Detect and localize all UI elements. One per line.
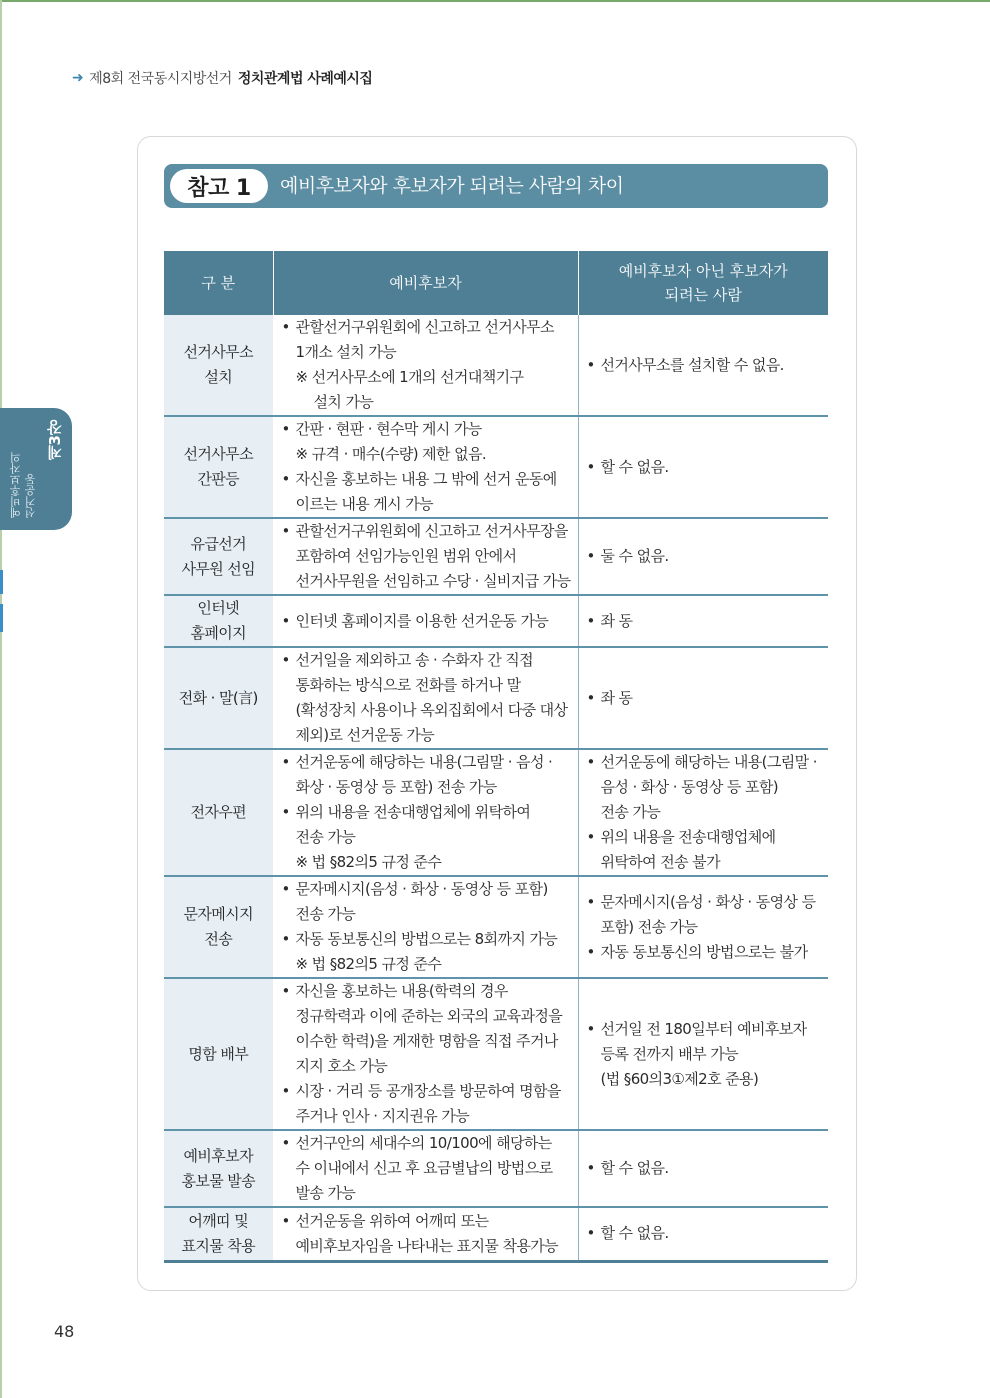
text-line: (법 §60의3①제2호 준용) bbox=[600, 1069, 759, 1088]
preliminary-cell bbox=[273, 595, 578, 647]
text-line: 위의 내용을 전송대행업체에 위탁하여 bbox=[295, 803, 531, 821]
bullet-item bbox=[587, 544, 825, 569]
bullet-item bbox=[587, 1221, 825, 1246]
text-line: 예비후보자임을 나타내는 표지물 착용가능 bbox=[295, 1236, 559, 1255]
row-category bbox=[164, 978, 273, 1130]
bullet-item bbox=[282, 467, 576, 517]
row-category bbox=[164, 647, 273, 749]
text-line: 포함) 전송 가능 bbox=[600, 917, 698, 936]
bullet-item bbox=[282, 648, 576, 748]
text-line: 관할선거구위원회에 신고하고 선거사무소 bbox=[295, 318, 554, 336]
text-line: 선거사무원을 선임하고 수당 · 실비지급 가능 bbox=[295, 572, 571, 590]
bullet-icon: • bbox=[281, 611, 290, 630]
text-line: 정규학력과 이에 준하는 외국의 교육과정을 bbox=[295, 1007, 563, 1025]
reference-banner bbox=[164, 164, 828, 208]
bullet-icon: • bbox=[281, 420, 290, 438]
bullet-icon: • bbox=[586, 892, 595, 911]
non-preliminary-cell bbox=[578, 876, 828, 978]
table-row bbox=[164, 749, 828, 876]
bullet-item bbox=[587, 353, 825, 378]
non-preliminary-cell bbox=[578, 749, 828, 876]
chapter-label: 제3장 bbox=[46, 420, 64, 461]
bullet-icon: • bbox=[586, 753, 595, 771]
text-line: 자동 동보통신의 방법으로는 불가 bbox=[600, 942, 808, 961]
bullet-item bbox=[587, 890, 825, 940]
bullet-text bbox=[296, 1209, 576, 1259]
running-header-edition: 제8회 전국동시지방선거 bbox=[89, 71, 232, 87]
bullet-text bbox=[601, 353, 825, 378]
text-line: 지지 호소 가능 bbox=[295, 1057, 388, 1075]
bullet-icon: • bbox=[281, 1211, 290, 1230]
text-line: 화상 · 동영상 등 포함) 전송 가능 bbox=[295, 778, 497, 796]
bullet-item bbox=[587, 609, 825, 634]
chapter-side-tab[interactable] bbox=[0, 408, 72, 530]
chapter-subtitle-line2: 선거운동 bbox=[24, 474, 37, 518]
bullet-icon: • bbox=[281, 522, 290, 540]
column-header-line: 예비후보자 아닌 후보자가 bbox=[618, 262, 788, 280]
text-line: 문자메시지(음성 · 화상 · 동영상 등 포함) bbox=[295, 880, 548, 898]
text-line: 선거운동을 위하여 어깨띠 또는 bbox=[295, 1211, 489, 1230]
text-line: 관할선거구위원회에 신고하고 선거사무장을 bbox=[295, 522, 568, 540]
table-row bbox=[164, 416, 828, 518]
text-line: 문자메시지(음성 · 화상 · 동영상 등 bbox=[600, 892, 816, 911]
bullet-text bbox=[601, 609, 825, 634]
text-line: (확성장치 사용이나 옥외집회에서 다중 대상 bbox=[295, 701, 568, 719]
text-line: 할 수 없음. bbox=[600, 1159, 669, 1177]
row-category bbox=[164, 1130, 273, 1207]
category-line: 홈페이지 bbox=[190, 624, 247, 642]
category-line: 인터넷 bbox=[197, 599, 240, 617]
bullet-icon: • bbox=[281, 651, 290, 669]
preliminary-cell bbox=[273, 978, 578, 1130]
non-preliminary-cell bbox=[578, 978, 828, 1130]
top-rule bbox=[0, 0, 990, 2]
bullet-text bbox=[601, 825, 825, 875]
category-line: 명함 배부 bbox=[188, 1044, 249, 1063]
row-category bbox=[164, 595, 273, 647]
non-preliminary-cell bbox=[578, 1207, 828, 1261]
note-line: ※ 선거사무소에 1개의 선거대책기구 bbox=[295, 368, 524, 386]
preliminary-cell bbox=[273, 647, 578, 749]
table-row bbox=[164, 518, 828, 595]
bullet-icon: • bbox=[281, 803, 290, 821]
table-row bbox=[164, 1130, 828, 1207]
bullet-icon: • bbox=[586, 1019, 595, 1038]
text-line: 등록 전까지 배부 가능 bbox=[600, 1044, 739, 1063]
category-line: 유급선거 bbox=[190, 534, 247, 553]
page-number: 48 bbox=[54, 1322, 75, 1341]
running-header bbox=[72, 68, 372, 88]
bullet-item bbox=[282, 927, 576, 952]
non-preliminary-cell bbox=[578, 1130, 828, 1207]
bullet-icon: • bbox=[586, 1159, 595, 1177]
table-body bbox=[164, 315, 828, 1261]
note-item bbox=[282, 952, 576, 977]
category-line: 선거사무소 bbox=[183, 343, 253, 361]
note-line: ※ 법 §82의5 규정 준수 bbox=[295, 955, 442, 973]
text-line: 전송 가능 bbox=[295, 828, 356, 846]
preliminary-cell bbox=[273, 876, 578, 978]
chapter-subtitle-line1: 예비후보자의 bbox=[9, 452, 22, 518]
bullet-item bbox=[282, 519, 576, 594]
text-line: 수 이내에서 신고 후 요금별납의 방법으로 bbox=[295, 1159, 553, 1177]
bullet-text bbox=[601, 1156, 825, 1181]
bullet-text bbox=[601, 1017, 825, 1092]
table-row bbox=[164, 876, 828, 978]
column-header-category: 구 분 bbox=[164, 251, 273, 315]
table-row bbox=[164, 978, 828, 1130]
bullet-item bbox=[587, 686, 825, 711]
text-line: 할 수 없음. bbox=[600, 1224, 669, 1243]
non-preliminary-cell bbox=[578, 416, 828, 518]
bullet-icon: • bbox=[586, 355, 595, 374]
bullet-icon: • bbox=[281, 1082, 290, 1100]
text-line: 제외)로 선거운동 가능 bbox=[295, 726, 435, 744]
bullet-text bbox=[296, 648, 576, 748]
text-line: 시장 · 거리 등 공개장소를 방문하여 명함을 bbox=[295, 1082, 561, 1100]
reference-title: 예비후보자와 후보자가 되려는 사람의 차이 bbox=[280, 175, 624, 197]
text-line: 선거구안의 세대수의 10/100에 해당하는 bbox=[295, 1134, 552, 1152]
text-line: 이수한 학력)을 게재한 명함을 직접 주거나 bbox=[295, 1032, 558, 1050]
bullet-item bbox=[282, 417, 576, 442]
table-row bbox=[164, 647, 828, 749]
bullet-item bbox=[587, 940, 825, 965]
bullet-icon: • bbox=[281, 930, 290, 948]
text-line: 좌 동 bbox=[600, 688, 633, 707]
category-line: 문자메시지 bbox=[183, 905, 253, 923]
text-line: 할 수 없음. bbox=[600, 457, 669, 476]
note-item bbox=[282, 365, 576, 415]
row-category bbox=[164, 749, 273, 876]
bullet-text bbox=[296, 979, 576, 1079]
bullet-icon: • bbox=[586, 547, 595, 565]
bullet-item bbox=[282, 877, 576, 927]
bullet-text bbox=[296, 315, 576, 365]
category-line: 전자우편 bbox=[190, 803, 247, 821]
bullet-item bbox=[282, 979, 576, 1079]
text-line: 선거운동에 해당하는 내용(그림말 · 음성 · bbox=[295, 753, 553, 771]
column-header-non-preliminary bbox=[578, 251, 828, 315]
text-line: 선거운동에 해당하는 내용(그림말 · bbox=[600, 753, 817, 771]
bullet-icon: • bbox=[281, 753, 290, 771]
text-line: 발송 가능 bbox=[295, 1184, 356, 1202]
arrow-right-icon: ➜ bbox=[72, 70, 84, 86]
category-line: 선거사무소 bbox=[183, 445, 253, 463]
non-preliminary-cell bbox=[578, 595, 828, 647]
bullet-item bbox=[282, 1209, 576, 1259]
text-line: 좌 동 bbox=[600, 611, 633, 630]
note-line: 설치 가능 bbox=[313, 393, 374, 411]
running-header-book-title: 정치관계법 사례예시집 bbox=[237, 71, 373, 87]
table-row bbox=[164, 595, 828, 647]
preliminary-cell bbox=[273, 416, 578, 518]
note-line: ※ 법 §82의5 규정 준수 bbox=[295, 853, 442, 871]
bullet-text bbox=[601, 750, 825, 825]
column-header-preliminary: 예비후보자 bbox=[273, 251, 578, 315]
note-item bbox=[282, 442, 576, 467]
preliminary-cell bbox=[273, 518, 578, 595]
bullet-item bbox=[282, 1131, 576, 1206]
text-line: 1개소 설치 가능 bbox=[295, 343, 397, 361]
bullet-text bbox=[296, 609, 576, 634]
bullet-text bbox=[296, 1079, 576, 1129]
text-line: 이르는 내용 게시 가능 bbox=[295, 495, 434, 513]
bullet-text bbox=[296, 877, 576, 927]
bullet-icon: • bbox=[586, 1224, 595, 1243]
text-line: 통화하는 방식으로 전화를 하거나 말 bbox=[295, 676, 521, 694]
left-rule bbox=[0, 0, 2, 1398]
text-line: 자신을 홍보하는 내용 그 밖에 선거 운동에 bbox=[295, 470, 557, 488]
row-category bbox=[164, 416, 273, 518]
bullet-item bbox=[587, 1156, 825, 1181]
row-category bbox=[164, 876, 273, 978]
table-row bbox=[164, 1207, 828, 1261]
category-line: 표지물 착용 bbox=[181, 1236, 256, 1255]
category-line: 설치 bbox=[204, 368, 233, 386]
text-line: 전송 가능 bbox=[295, 905, 356, 923]
preliminary-cell bbox=[273, 1130, 578, 1207]
bullet-text bbox=[296, 467, 576, 517]
chapter-subtitle bbox=[8, 420, 38, 518]
text-line: 자신을 홍보하는 내용(학력의 경우 bbox=[295, 982, 508, 1000]
text-line: 위탁하여 전송 불가 bbox=[600, 853, 720, 871]
bullet-text bbox=[601, 890, 825, 940]
bullet-icon: • bbox=[586, 942, 595, 961]
preliminary-cell bbox=[273, 1207, 578, 1261]
reference-label: 참고 1 bbox=[170, 169, 268, 203]
bullet-icon: • bbox=[586, 611, 595, 630]
note-line: ※ 규격 · 매수(수량) 제한 없음. bbox=[295, 445, 487, 463]
bullet-text bbox=[296, 927, 576, 952]
bullet-text bbox=[601, 455, 825, 480]
bullet-text bbox=[601, 686, 825, 711]
bullet-item bbox=[282, 609, 576, 634]
table-header-row bbox=[164, 251, 828, 315]
category-line: 사무원 선임 bbox=[181, 559, 256, 578]
text-line: 둘 수 없음. bbox=[600, 547, 669, 565]
text-line: 포함하여 선임가능인원 범위 안에서 bbox=[295, 547, 517, 565]
row-category bbox=[164, 518, 273, 595]
non-preliminary-cell bbox=[578, 315, 828, 416]
bullet-icon: • bbox=[281, 982, 290, 1000]
category-line: 예비후보자 bbox=[183, 1146, 253, 1165]
preliminary-cell bbox=[273, 749, 578, 876]
column-header-line: 되려는 사람 bbox=[664, 286, 742, 304]
bullet-icon: • bbox=[281, 318, 290, 336]
text-line: 간판 · 현판 · 현수막 게시 가능 bbox=[295, 420, 482, 438]
bullet-icon: • bbox=[281, 1134, 290, 1152]
bullet-item bbox=[282, 315, 576, 365]
bullet-text bbox=[296, 800, 576, 850]
category-line: 전화 · 말(言) bbox=[178, 688, 258, 707]
text-line: 선거일 전 180일부터 예비후보자 bbox=[600, 1019, 807, 1038]
note-item bbox=[282, 850, 576, 875]
bullet-item bbox=[587, 825, 825, 875]
bullet-text bbox=[296, 519, 576, 594]
bullet-item bbox=[587, 1017, 825, 1092]
side-marker bbox=[0, 570, 3, 594]
bullet-item bbox=[282, 1079, 576, 1129]
table-row bbox=[164, 315, 828, 416]
text-line: 인터넷 홈페이지를 이용한 선거운동 가능 bbox=[295, 611, 549, 630]
text-line: 주거나 인사 · 지지권유 가능 bbox=[295, 1107, 470, 1125]
bullet-icon: • bbox=[586, 688, 595, 707]
bullet-text bbox=[601, 940, 825, 965]
bullet-text bbox=[296, 1131, 576, 1206]
text-line: 선거일을 제외하고 송 · 수화자 간 직접 bbox=[295, 651, 534, 669]
bullet-text bbox=[601, 1221, 825, 1246]
bullet-icon: • bbox=[586, 457, 595, 476]
text-line: 전송 가능 bbox=[600, 803, 661, 821]
bullet-icon: • bbox=[281, 880, 290, 898]
text-line: 위의 내용을 전송대행업체에 bbox=[600, 828, 776, 846]
comparison-table bbox=[164, 251, 828, 1263]
bullet-item bbox=[282, 750, 576, 800]
non-preliminary-cell bbox=[578, 647, 828, 749]
text-line: 선거사무소를 설치할 수 없음. bbox=[600, 355, 784, 374]
bullet-icon: • bbox=[586, 828, 595, 846]
bullet-text bbox=[296, 417, 576, 442]
row-category bbox=[164, 315, 273, 416]
bullet-text bbox=[296, 750, 576, 800]
bullet-item bbox=[587, 455, 825, 480]
category-line: 간판등 bbox=[197, 470, 240, 488]
bullet-text bbox=[601, 544, 825, 569]
non-preliminary-cell bbox=[578, 518, 828, 595]
category-line: 전송 bbox=[204, 930, 233, 948]
category-line: 어깨띠 및 bbox=[188, 1211, 249, 1230]
category-line: 홍보물 발송 bbox=[181, 1171, 256, 1190]
bullet-icon: • bbox=[281, 470, 290, 488]
row-category bbox=[164, 1207, 273, 1261]
text-line: 자동 동보통신의 방법으로는 8회까지 가능 bbox=[295, 930, 558, 948]
preliminary-cell bbox=[273, 315, 578, 416]
bullet-item bbox=[587, 750, 825, 825]
text-line: 음성 · 화상 · 동영상 등 포함) bbox=[600, 778, 778, 796]
side-marker bbox=[0, 604, 3, 632]
bullet-item bbox=[282, 800, 576, 850]
